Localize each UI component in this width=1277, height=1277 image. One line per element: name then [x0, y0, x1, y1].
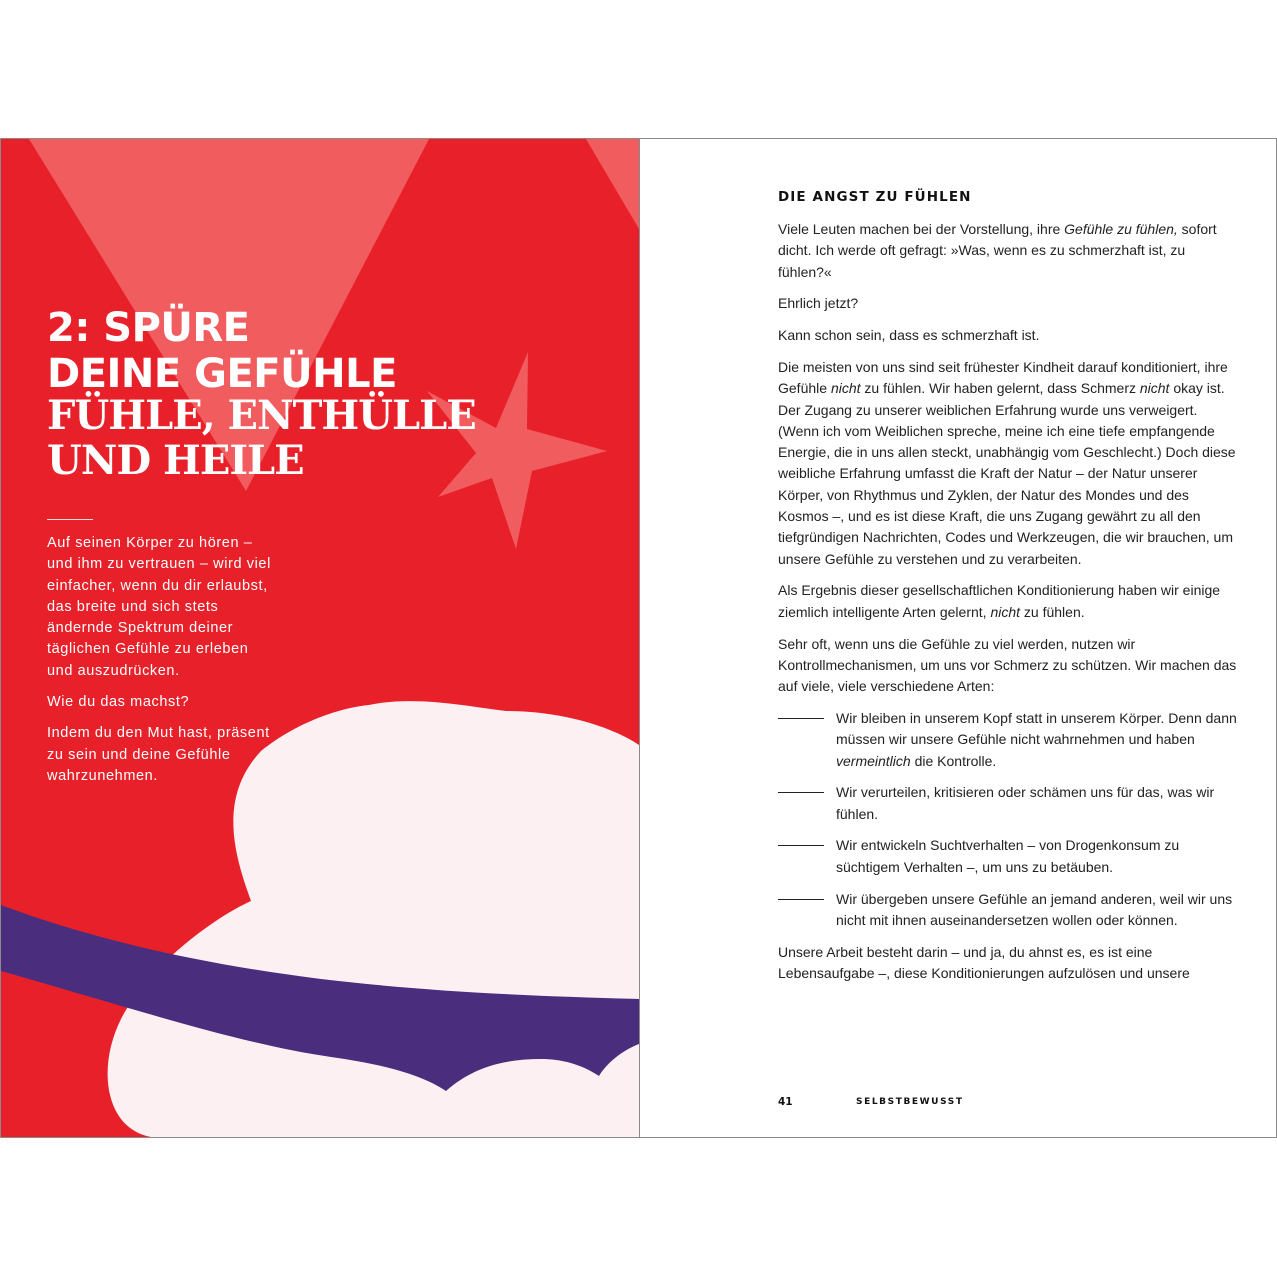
left-page: [1, 139, 639, 1137]
list-item: [778, 708, 1238, 772]
text-run: Als Ergebnis dieser gesellschaftlichen Konditionierung haben wir einige ziemlich intelligente Arten gelernt,: [778, 582, 1221, 620]
right-page: [640, 139, 1277, 1137]
paragraph: Unsere Arbeit besteht darin – und ja, du ahnst es, es ist eine Lebensaufgabe –, diese Konditionierungen aufzulösen und unsere: [778, 943, 1190, 981]
chapter-subtitle: [47, 393, 476, 483]
text-run: Wir entwickeln Suchtverhalten – von Drogenkonsum zu süchtigem Verhalten –, um uns zu betäuben.: [836, 837, 1180, 875]
paragraph: [778, 357, 1238, 570]
divider-rule: [47, 519, 93, 520]
emphasis: nicht: [990, 603, 1021, 620]
text-run: zu fühlen. Wir haben gelernt, dass Schmerz: [860, 380, 1140, 397]
book-spread: [0, 138, 1277, 1138]
paragraph: [778, 580, 1238, 623]
dash-marker: [778, 792, 824, 793]
dash-marker: [778, 718, 824, 719]
emphasis: Gefühle zu fühlen,: [1064, 221, 1178, 237]
intro-paragraph: Auf seinen Körper zu hören – und ihm zu vertrauen – wird viel einfacher, wenn du dir erlaubst, das breite und sich stets ändernde Spektrum deiner täglichen Gefühle zu erleben und auszudrücken.: [47, 535, 271, 679]
text-run: die Kontrolle.: [910, 752, 997, 769]
paragraph: [778, 219, 1238, 283]
list-item: [778, 782, 1238, 825]
list-item: [778, 835, 1238, 878]
text-run: Wir verurteilen, kritisieren oder schämen uns für das, was wir fühlen.: [836, 784, 1215, 822]
text-run: Viele Leuten machen bei der Vorstellung, ihre: [778, 221, 1065, 237]
paragraph: Kann schon sein, dass es schmerzhaft ist.: [778, 327, 1040, 344]
intro-text: [47, 533, 277, 797]
intro-paragraph: Indem du den Mut hast, präsent zu sein und deine Gefühle wahrzunehmen.: [47, 725, 270, 784]
chapter-title-line1: 2: SPÜRE: [47, 305, 250, 351]
text-run: sofort dicht. Ich werde oft gefragt: »Was, wenn es zu schmerzhaft ist, zu fühlen?«: [778, 221, 1217, 280]
text-run: okay ist. Der Zugang zu unserer weiblichen Erfahrung wurde uns verweigert. (Wenn ich vom Weiblichen spreche, meine ich eine tiefe empfangende Energie, die in uns allen steckt, unabhängig vom Geschlecht.) Doch diese weibliche Erfahrung umfasst die Kraft der Natur – der Natur unserer Körper, von Rhythmus und Zyklen, der Natur des Mondes und des Kosmos –, und es ist diese Kraft, die uns Zugang gewährt zu all den tiefgründigen Nachrichten, Codes und Werkzeugen, die wir brauchen, um unsere Gefühle zu verstehen und zu verarbeiten.: [778, 380, 1236, 567]
body-text: [778, 219, 1238, 995]
emphasis: vermeintlich: [836, 752, 911, 769]
chapter-subtitle-line1: FÜHLE, ENTHÜLLE: [47, 392, 476, 439]
chapter-title: [47, 305, 397, 397]
running-footer-title: SELBSTBEWUSST: [856, 1097, 964, 1107]
text-run: Die meisten von uns sind seit frühester Kindheit darauf konditioniert, ihre Gefühle: [778, 358, 1228, 397]
list-item: [778, 889, 1238, 932]
emphasis: nicht: [1139, 380, 1170, 397]
section-heading: DIE ANGST ZU FÜHLEN: [778, 189, 972, 205]
text-run: Wir übergeben unsere Gefühle an jemand anderen, weil wir uns nicht mit ihnen auseinandersetzen wollen oder können.: [836, 890, 1233, 928]
light-beam-right: [586, 139, 639, 229]
text-run: zu fühlen.: [1020, 603, 1085, 620]
chapter-subtitle-line2: UND HEILE: [47, 437, 304, 484]
intro-paragraph: Wie du das machst?: [47, 694, 190, 711]
paragraph: Ehrlich jetzt?: [778, 295, 859, 312]
text-run: Wir bleiben in unserem Kopf statt in unserem Körper. Denn dann müssen wir unsere Gefühle nicht wahrnehmen und haben: [836, 709, 1237, 748]
dash-marker: [778, 899, 824, 900]
emphasis: nicht: [830, 380, 861, 397]
paragraph: Sehr oft, wenn uns die Gefühle zu viel werden, nutzen wir Kontrollmechanismen, um uns vor Schmerz zu schützen. Wir machen das auf viele, viele verschiedene Arten:: [778, 635, 1237, 695]
page-number: 41: [778, 1096, 793, 1108]
chapter-title-line2: DEINE GEFÜHLE: [47, 351, 397, 397]
dash-marker: [778, 845, 824, 846]
